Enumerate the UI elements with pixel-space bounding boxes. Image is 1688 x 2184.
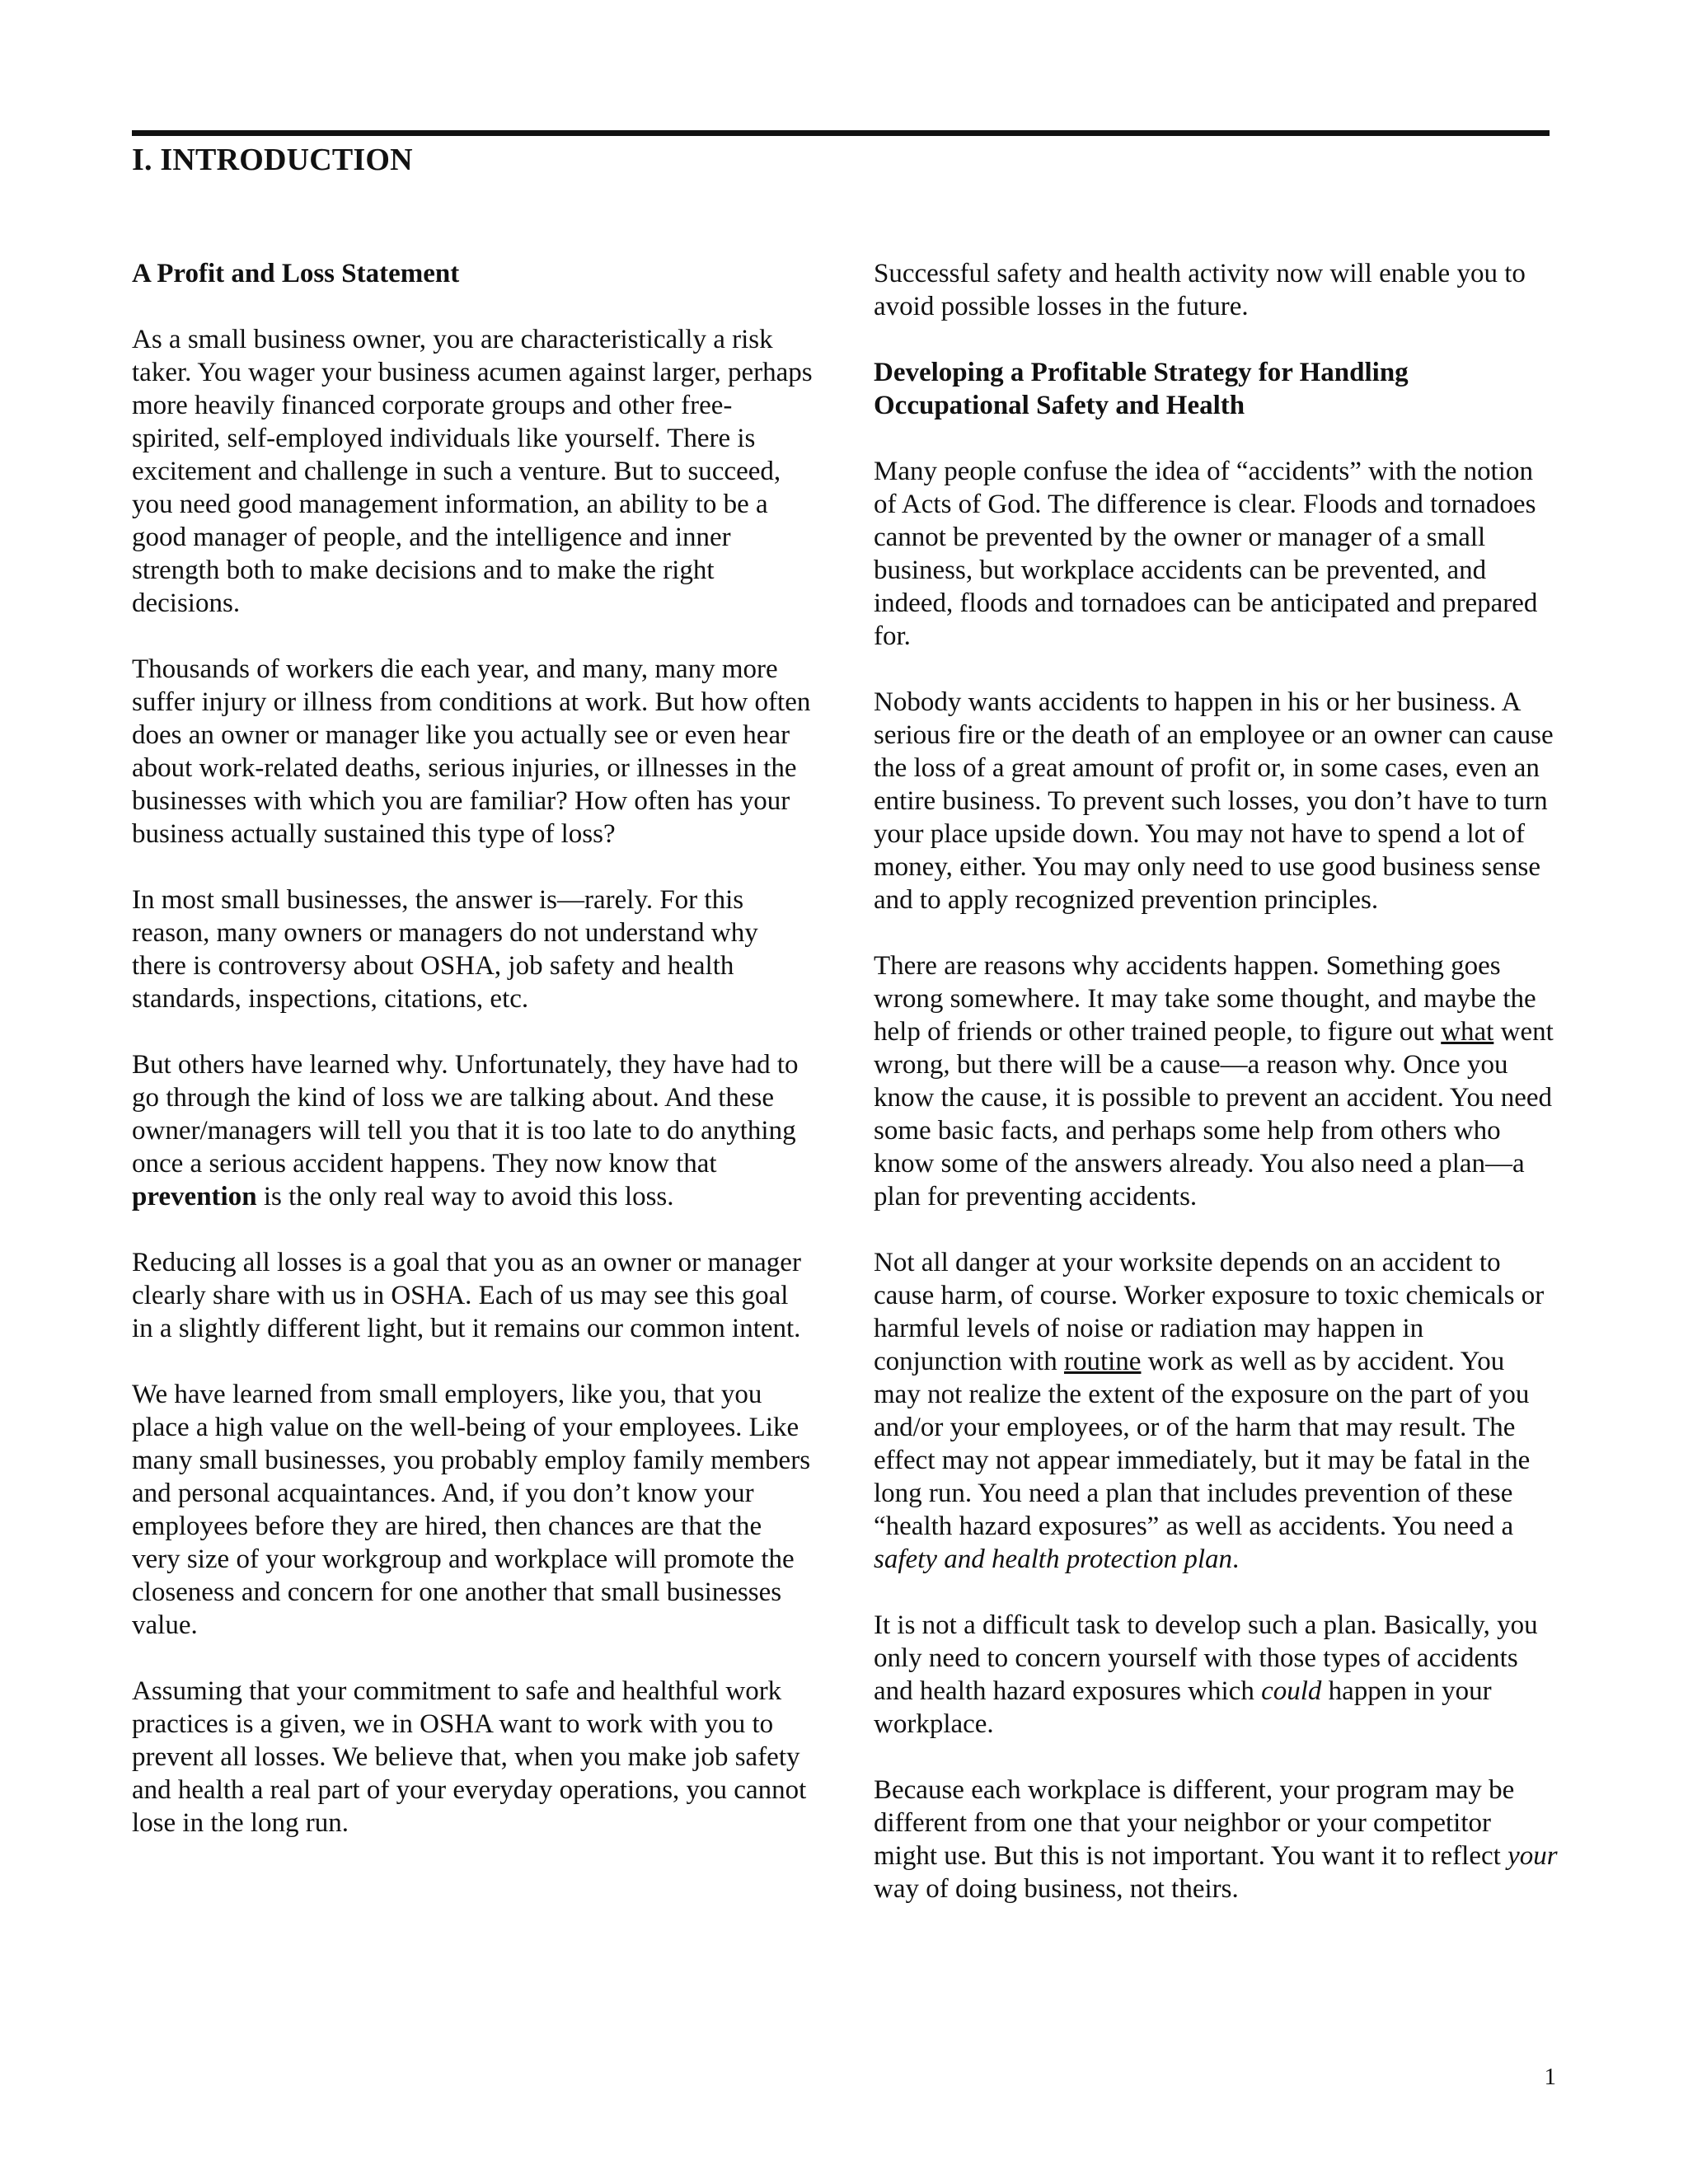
paragraph: [874, 1246, 1558, 1576]
text-run: .: [1232, 1544, 1240, 1574]
header-rule: [132, 130, 1550, 136]
emphasis-what: what: [1441, 1017, 1494, 1047]
right-column: [874, 257, 1558, 1938]
paragraph: As a small business owner, you are characteristically a risk taker. You wager your business acumen against larger, perhaps more heavily financed corporate groups and other free-spirited, self-employed individuals like yourself. There is excitement and challenge in such a venture. But to succeed, you need good management information, an ability to be a good manager of people, and the intelligence and inner strength both to make decisions and to make the right decisions.: [132, 325, 813, 618]
text-run: went wrong, but there will be a cause—a reason why. Once you know the cause, it is possible to prevent an accident. You need some basic facts, and perhaps some help from others who know some of the answers already. You also need a plan—a plan for preventing accidents.: [874, 1017, 1554, 1212]
text-run: work as well as by accident. You may not realize the extent of the exposure on the part of you and/or your employees, or of the harm that may result. The effect may not appear immediately, but it may be fatal in the long run. You need a plan that includes prevention of these “health hazard exposures” as well as accidents. You need a: [874, 1347, 1531, 1541]
paragraph: [874, 1609, 1558, 1741]
paragraph: [874, 949, 1558, 1213]
text-run: It is not a difficult task to develop such a plan. Basically, you only need to concern yourself with those types of accidents and health hazard exposures which: [874, 1610, 1538, 1706]
text-run: is the only real way to avoid this loss.: [256, 1182, 674, 1212]
paragraph: Thousands of workers die each year, and many, many more suffer injury or illness from conditions at work. But how often does an owner or manager like you actually see or even hear about work-related deaths, serious injuries, or illnesses in the businesses with which you are familiar? How often has your business actually sustained this type of loss?: [132, 654, 811, 849]
paragraph: Assuming that your commitment to safe and healthful work practices is a given, we in OSHA want to work with you to prevent all losses. We believe that, when you make job safety and health a real part of your everyday operations, you cannot lose in the long run.: [132, 1676, 807, 1838]
text-run: way of doing business, not theirs.: [874, 1874, 1239, 1904]
text-run: There are reasons why accidents happen. Something goes wrong somewhere. It may take some thought, and maybe the help of friends or other trained people, to figure out: [874, 951, 1536, 1047]
paragraph: Nobody wants accidents to happen in his or her business. A serious fire or the death of an employee or an owner can cause the loss of a great amount of profit or, in some cases, even an entire business. To prevent such losses, you don’t have to turn your place upside down. You may not have to spend a lot of money, either. You may only need to use good business sense and to apply recognized prevention principles.: [874, 687, 1554, 915]
emphasis-could: could: [1261, 1676, 1322, 1706]
chapter-title: I. INTRODUCTION: [132, 143, 413, 177]
paragraph: [874, 1774, 1558, 1905]
emphasis-plan: safety and health protection plan: [874, 1544, 1233, 1574]
paragraph: We have learned from small employers, like you, that you place a high value on the well-being of your employees. Like many small businesses, you probably employ family members and personal acquaintances. And, if you don’t know your employees before they are hired, then chances are that the very size of your workgroup and workplace will promote the closeness and concern for one another that small businesses value.: [132, 1380, 811, 1640]
paragraph: Successful safety and health activity now will enable you to avoid possible losses in the future.: [874, 259, 1526, 321]
paragraph: Reducing all losses is a goal that you as an owner or manager clearly share with us in OSHA. Each of us may see this goal in a slightly different light, but it remains our common intent.: [132, 1248, 801, 1343]
page-number: 1: [1544, 2064, 1556, 2090]
emphasis-your: your: [1507, 1841, 1558, 1871]
paragraph: Many people confuse the idea of “accidents” with the notion of Acts of God. The difference is clear. Floods and tornadoes cannot be prevented by the owner or manager of a small business, but workplace accidents can be prevented, and indeed, floods and tornadoes can be anticipated and prepared for.: [874, 457, 1538, 651]
paragraph: In most small businesses, the answer is—rarely. For this reason, many owners or managers do not understand why there is controversy about OSHA, job safety and health standards, inspections, citations, etc.: [132, 885, 758, 1014]
paragraph: [132, 1048, 816, 1213]
text-run: Not all danger at your worksite depends on an accident to cause harm, of course. Worker exposure to toxic chemicals or harmful levels of noise or radiation may happen in conjunction with: [874, 1248, 1545, 1376]
emphasis-routine: routine: [1063, 1347, 1142, 1376]
section-heading-strategy: Developing a Profitable Strategy for Handling Occupational Safety and Health: [874, 358, 1409, 420]
text-run: Because each workplace is different, your program may be different from one that your neighbor or your competitor might use. But this is not important. You want it to reflect: [874, 1775, 1515, 1871]
text-run: But others have learned why. Unfortunately, they have had to go through the kind of loss we are talking about. And these owner/managers will tell you that it is too late to do anything once a serious accident happens. They now know that: [132, 1050, 799, 1179]
emphasis-prevention: prevention: [132, 1182, 257, 1212]
text-run: happen in your workplace.: [874, 1676, 1492, 1739]
left-column: [132, 257, 816, 1872]
section-heading-profit-loss: A Profit and Loss Statement: [132, 259, 460, 288]
